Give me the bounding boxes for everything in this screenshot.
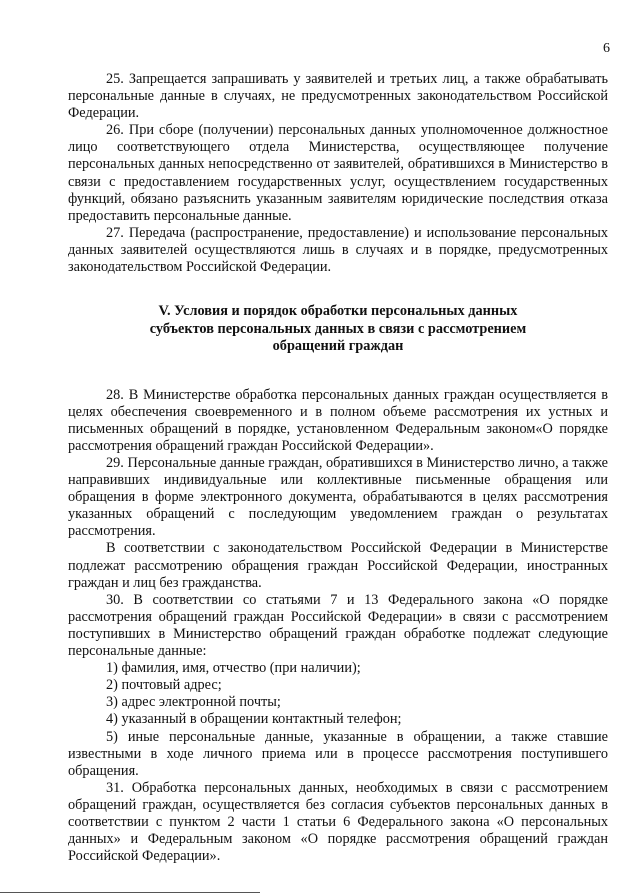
list-item: 4) указанный в обращении контактный телефон;: [106, 711, 402, 728]
paragraph-29: 29. Персональные данные граждан, обратившихся в Министерство лично, а также направивших индивидуальные или коллективные письменные обращения или обращения в форме электронного документа, обрабатываются в целях рассмотрения указанных обращений с последующим уведомлением граждан о результатах рассмотрения.: [68, 455, 608, 540]
list-item: 3) адрес электронной почты;: [106, 694, 281, 711]
section-heading-line: субъектов персональных данных в связи с рассмотрением: [149, 320, 527, 337]
list-item: 1) фамилия, имя, отчество (при наличии);: [106, 660, 361, 677]
list-item: 2) почтовый адрес;: [106, 677, 222, 694]
paragraph-28: 28. В Министерстве обработка персональных данных граждан осуществляется в целях обеспечения своевременного и в полном объеме рассмотрения их устных и письменных обращений в порядке, установленном Федеральным законом«О порядке рассмотрения обращений граждан Российской Федерации».: [68, 386, 608, 454]
paragraph-27: 27. Передача (распространение, предоставление) и использование персональных данных заявителей осуществляются лишь в случаях и в порядке, предусмотренных законодательством Российской Федерации.: [68, 224, 608, 276]
paragraph-25: 25. Запрещается запрашивать у заявителей и третьих лиц, а также обрабатывать персональные данные в случаях, не предусмотренных законодательством Российской Федерации.: [68, 71, 608, 122]
list-item-5: 5) иные персональные данные, указанные в обращении, а также ставшие известными в ходе личного приема или в процессе рассмотрения поступившего обращения.: [68, 728, 608, 779]
paragraph-30: 30. В соответствии со статьями 7 и 13 Федерального закона «О порядке рассмотрения обращений граждан Российской Федерации» в связи с рассмотрением поступивших в Министерство обращений граждан обработке подлежат следующие персональные данные:: [68, 591, 608, 660]
section-heading-line: V. Условия и порядок обработки персональных данных: [158, 303, 518, 320]
paragraph-31: 31. Обработка персональных данных, необходимых в связи с рассмотрением обращений граждан, осуществляется без согласия субъектов персональных данных в соответствии с пунктом 2 части 1 статьи 6 Федерального закона «О персональных данных» и Федеральным законом «О порядке рассмотрения обращений граждан Российской Федерации».: [68, 779, 608, 865]
footer-divider: [0, 892, 260, 893]
page-number: 6: [603, 41, 610, 56]
section-heading-line: обращений граждан: [272, 338, 404, 355]
section-heading: [68, 303, 608, 356]
document-body: [68, 71, 608, 865]
paragraph-26: 26. При сборе (получении) персональных данных уполномоченное должностное лицо соответствующего отдела Министерства, осуществляющее получение персональных данных непосредственно от заявителей, обратившихся в Министерство в связи с предоставлением государственных услуг, осуществлением государственных функций, обязано разъяснить указанным заявителям юридические последствия отказа предоставить персональные данные.: [68, 122, 608, 224]
paragraph-29-continued: В соответствии с законодательством Российской Федерации в Министерстве подлежат рассмотрению обращения граждан Российской Федерации, иностранных граждан и лиц без гражданства.: [68, 540, 608, 591]
